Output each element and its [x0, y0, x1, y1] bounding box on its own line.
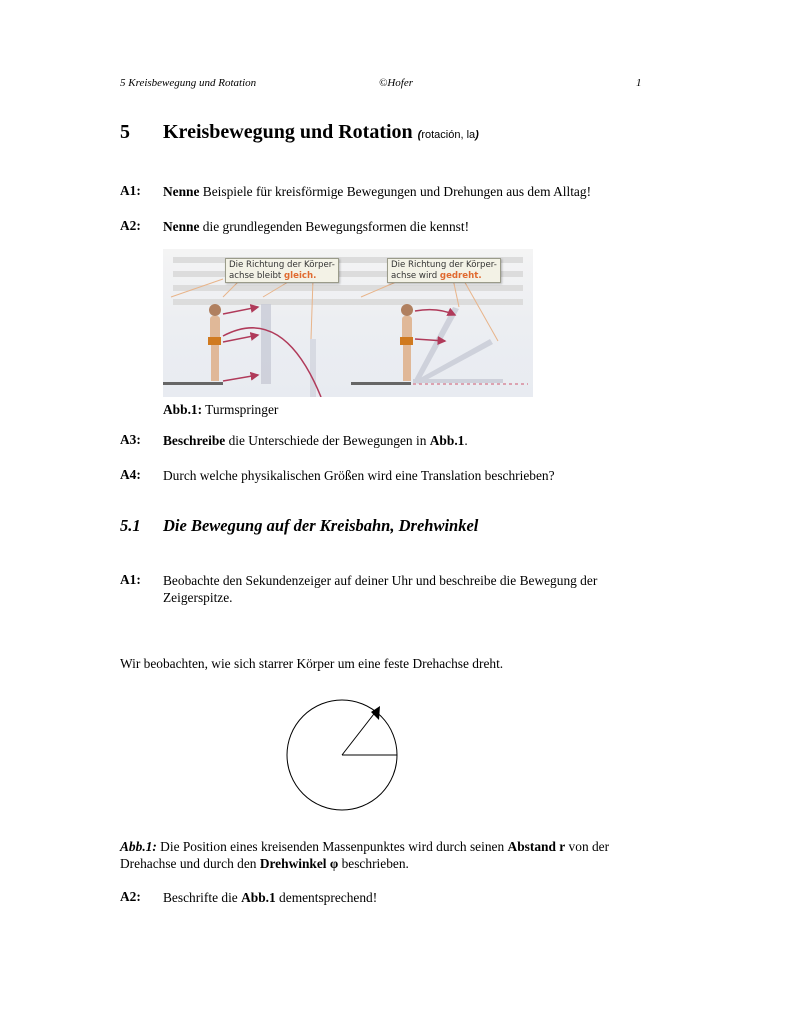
task-body-end: dementsprechend! — [275, 890, 378, 905]
rotated-radius — [342, 710, 377, 755]
callout-highlight: gedreht. — [439, 270, 482, 281]
callout-line — [391, 271, 497, 282]
task-body: Beschrifte die — [163, 890, 242, 905]
task-verb: Beschreibe — [163, 433, 226, 448]
task-text — [163, 183, 591, 200]
caption-text: Drehachse und durch den — [120, 856, 260, 871]
running-header-author: ©Hofer — [379, 77, 414, 89]
task-verb: Nenne — [163, 219, 200, 234]
caption-text: Die Position eines kreisenden Massenpunktes wird durch seinen — [156, 839, 508, 854]
task-text — [163, 572, 597, 606]
task-label: A2: — [120, 889, 141, 904]
caption-line — [120, 855, 660, 872]
observation-text: Wir beobachten, wie sich starrer Körper um eine feste Drehachse dreht. — [120, 656, 504, 671]
chapter-title-line — [163, 121, 479, 144]
figure-ref: Abb.1 — [429, 433, 465, 448]
rotation-circle-diagram — [280, 695, 410, 825]
task-text: Durch welche physikalischen Größen wird eine Translation beschrieben? — [163, 468, 555, 483]
caption-label: Abb.1: — [163, 402, 203, 417]
term-angle: Drehwinkel φ — [259, 856, 339, 871]
task-body: die grundlegenden Bewegungsformen die kennst! — [199, 219, 470, 234]
caption-text: Turmspringer — [202, 402, 279, 417]
paren-close: ) — [475, 129, 479, 141]
task-line: Beobachte den Sekundenzeiger auf deiner Uhr und beschreibe die Bewegung der — [163, 573, 598, 588]
chapter-title: Kreisbewegung und Rotation — [163, 121, 413, 143]
callout-text: achse wird — [391, 270, 440, 281]
task-label: A2: — [120, 218, 141, 233]
figure-ref: Abb.1 — [241, 890, 276, 905]
section-number: 5.1 — [120, 516, 141, 535]
callout-line: Die Richtung der Körper- — [391, 260, 497, 270]
task-label: A1: — [120, 183, 141, 198]
paren-open: ( — [417, 129, 422, 141]
caption-text: von der — [565, 839, 610, 854]
task-text — [163, 432, 468, 449]
task-text — [163, 218, 469, 235]
task-body: die Unterschiede der Bewegungen in — [225, 433, 430, 448]
task-verb: Nenne — [163, 184, 200, 199]
task-text — [163, 889, 377, 906]
platform-right — [351, 382, 411, 385]
caption-text: beschrieben. — [338, 856, 409, 871]
task-label: A3: — [120, 432, 141, 447]
section-title: Die Bewegung auf der Kreisbahn, Drehwinkel — [163, 516, 479, 535]
callout-line — [229, 271, 335, 282]
task-body: Beispiele für kreisförmige Bewegungen und Drehungen aus dem Alltag! — [199, 184, 592, 199]
task-line: Zeigerspitze. — [163, 590, 233, 605]
callout-text: achse bleibt — [229, 270, 285, 281]
figure2-caption — [120, 838, 660, 872]
page-number: 1 — [636, 77, 642, 89]
caption-label: Abb.1: — [120, 839, 157, 854]
figure-caption — [163, 401, 278, 418]
callout-rotation — [387, 258, 501, 283]
callout-highlight: gleich. — [284, 270, 317, 281]
chapter-subtitle: rotación, la — [421, 129, 476, 141]
callout-line: Die Richtung der Körper- — [229, 260, 335, 270]
running-header-title: 5 Kreisbewegung und Rotation — [120, 77, 257, 89]
chapter-number: 5 — [120, 121, 130, 143]
diver-figure — [163, 249, 533, 397]
platform-left — [163, 382, 223, 385]
callout-translation — [225, 258, 339, 283]
fall-ghost — [310, 339, 316, 397]
arrowhead-icon — [371, 706, 380, 720]
task-label: A1: — [120, 572, 141, 587]
translation-ghost — [261, 304, 271, 384]
caption-line — [120, 838, 660, 855]
task-label: A4: — [120, 467, 141, 482]
term-distance: Abstand r — [507, 839, 566, 854]
task-body-end: . — [464, 433, 468, 448]
